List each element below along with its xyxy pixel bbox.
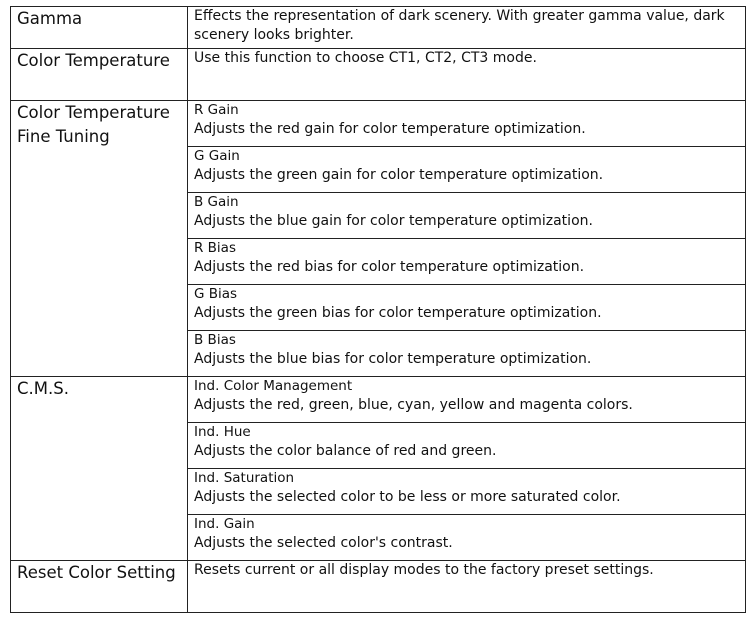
reset-color-setting-label: Reset Color Setting — [11, 561, 188, 613]
sub-item-description: Adjusts the red, green, blue, cyan, yellow and magenta colors. — [194, 397, 633, 413]
sub-item-description: Adjusts the color balance of red and green. — [194, 443, 497, 459]
sub-item-name: B Gain — [194, 194, 239, 210]
table-row — [11, 561, 746, 613]
cms-item-hue — [188, 423, 746, 469]
sub-item-name: Ind. Gain — [194, 516, 255, 532]
sub-item-description: Adjusts the green gain for color temperature optimization. — [194, 167, 604, 183]
sub-item-description: Adjusts the selected color's contrast. — [194, 535, 453, 551]
sub-item-description: Adjusts the blue bias for color temperature optimization. — [194, 351, 592, 367]
color-temperature-description: Use this function to choose CT1, CT2, CT3 mode. — [188, 49, 746, 101]
fine-tuning-item-r-gain — [188, 101, 746, 147]
fine-tuning-item-r-bias — [188, 239, 746, 285]
sub-item-name: Ind. Hue — [194, 424, 251, 440]
cms-item-color-management — [188, 377, 746, 423]
sub-item-description: Adjusts the red bias for color temperature optimization. — [194, 259, 585, 275]
table-row — [11, 7, 746, 49]
cms-item-saturation — [188, 469, 746, 515]
fine-tuning-item-b-bias — [188, 331, 746, 377]
sub-item-description: Adjusts the green bias for color temperature optimization. — [194, 305, 602, 321]
fine-tuning-item-b-gain — [188, 193, 746, 239]
table-row — [11, 377, 746, 423]
sub-item-name: R Bias — [194, 240, 236, 256]
table-row — [11, 49, 746, 101]
color-temp-fine-tuning-label: Color Temperature Fine Tuning — [11, 101, 188, 377]
sub-item-name: G Gain — [194, 148, 240, 164]
sub-item-name: Ind. Color Management — [194, 378, 353, 394]
fine-tuning-item-g-gain — [188, 147, 746, 193]
gamma-label: Gamma — [11, 7, 188, 49]
color-temperature-label: Color Temperature — [11, 49, 188, 101]
reset-color-setting-description: Resets current or all display modes to the factory preset settings. — [188, 561, 746, 613]
fine-tuning-item-g-bias — [188, 285, 746, 331]
sub-item-name: R Gain — [194, 102, 239, 118]
sub-item-description: Adjusts the selected color to be less or more saturated color. — [194, 489, 621, 505]
cms-label: C.M.S. — [11, 377, 188, 561]
cms-item-gain — [188, 515, 746, 561]
table-row — [11, 101, 746, 147]
gamma-description: Effects the representation of dark scenery. With greater gamma value, dark scenery looks brighter. — [188, 7, 746, 49]
sub-item-name: B Bias — [194, 332, 236, 348]
osd-settings-table — [10, 6, 746, 613]
sub-item-name: G Bias — [194, 286, 238, 302]
sub-item-description: Adjusts the red gain for color temperature optimization. — [194, 121, 586, 137]
sub-item-description: Adjusts the blue gain for color temperature optimization. — [194, 213, 593, 229]
sub-item-name: Ind. Saturation — [194, 470, 295, 486]
